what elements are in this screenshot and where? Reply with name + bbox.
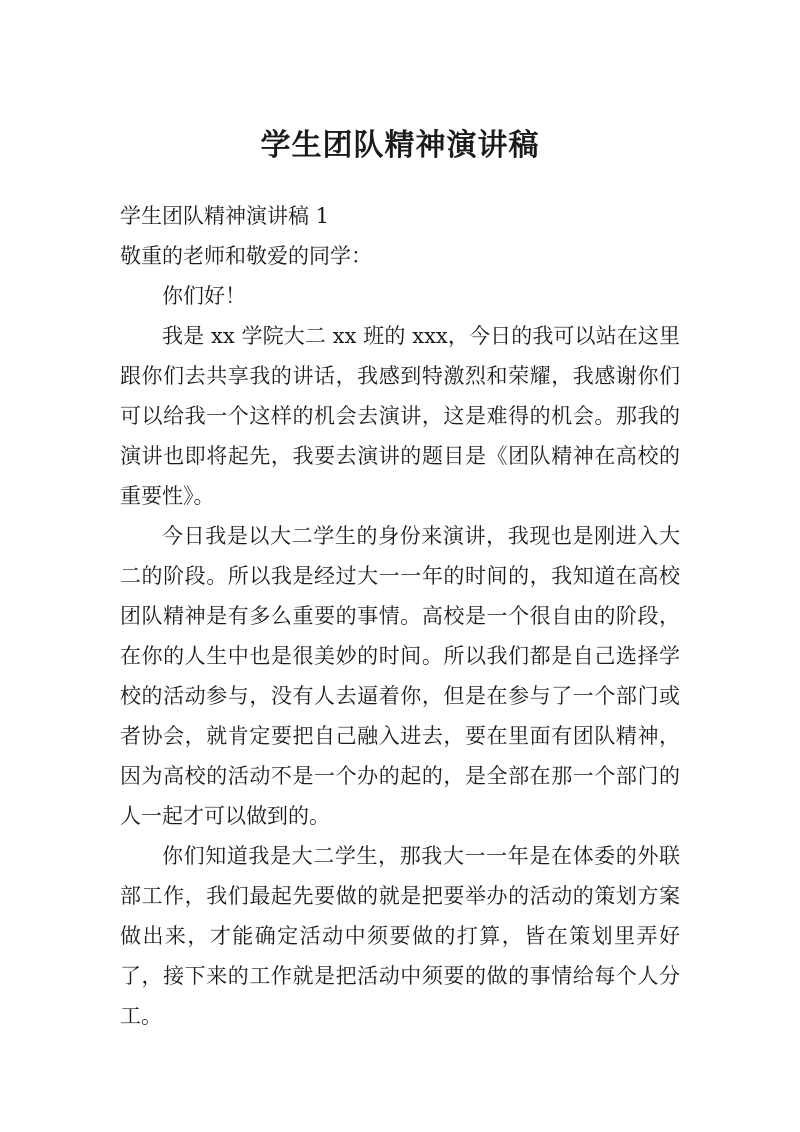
salutation: 敬重的老师和敬爱的同学： — [120, 244, 372, 268]
document-body — [120, 196, 680, 1036]
paragraph-3: 你们知道我是大二学生，那我大一一年是在体委的外联部工作，我们最起先要做的就是把要举办的活动的策划方案做出来，才能确定活动中须要做的打算，皆在策划里弄好了，接下来的工作就是把活动中须要的做的事情给每个人分工。 — [120, 844, 680, 1028]
paragraph-1: 我是 xx 学院大二 xx 班的 xxx，今日的我可以站在这里跟你们去共享我的讲话，我感到特激烈和荣耀，我感谢你们可以给我一个这样的机会去演讲，这是难得的机会。那我的演讲也即将起先，我要去演讲的题目是《团队精神在高校的重要性》。 — [120, 324, 680, 508]
greeting: 你们好！ — [162, 284, 246, 308]
document-title: 学生团队精神演讲稿 — [260, 128, 540, 163]
paragraph-2: 今日我是以大二学生的身份来演讲，我现也是刚进入大二的阶段。所以我是经过大一一年的时间的，我知道在高校团队精神是有多么重要的事情。高校是一个很自由的阶段，在你的人生中也是很美妙的时间。所以我们都是自己选择学校的活动参与，没有人去逼着你，但是在参与了一个部门或者协会，就肯定要把自己融入进去，要在里面有团队精神，因为高校的活动不是一个办的起的，是全部在那一个部门的人一起才可以做到的。 — [120, 524, 680, 828]
document-subtitle: 学生团队精神演讲稿 1 — [120, 204, 330, 228]
